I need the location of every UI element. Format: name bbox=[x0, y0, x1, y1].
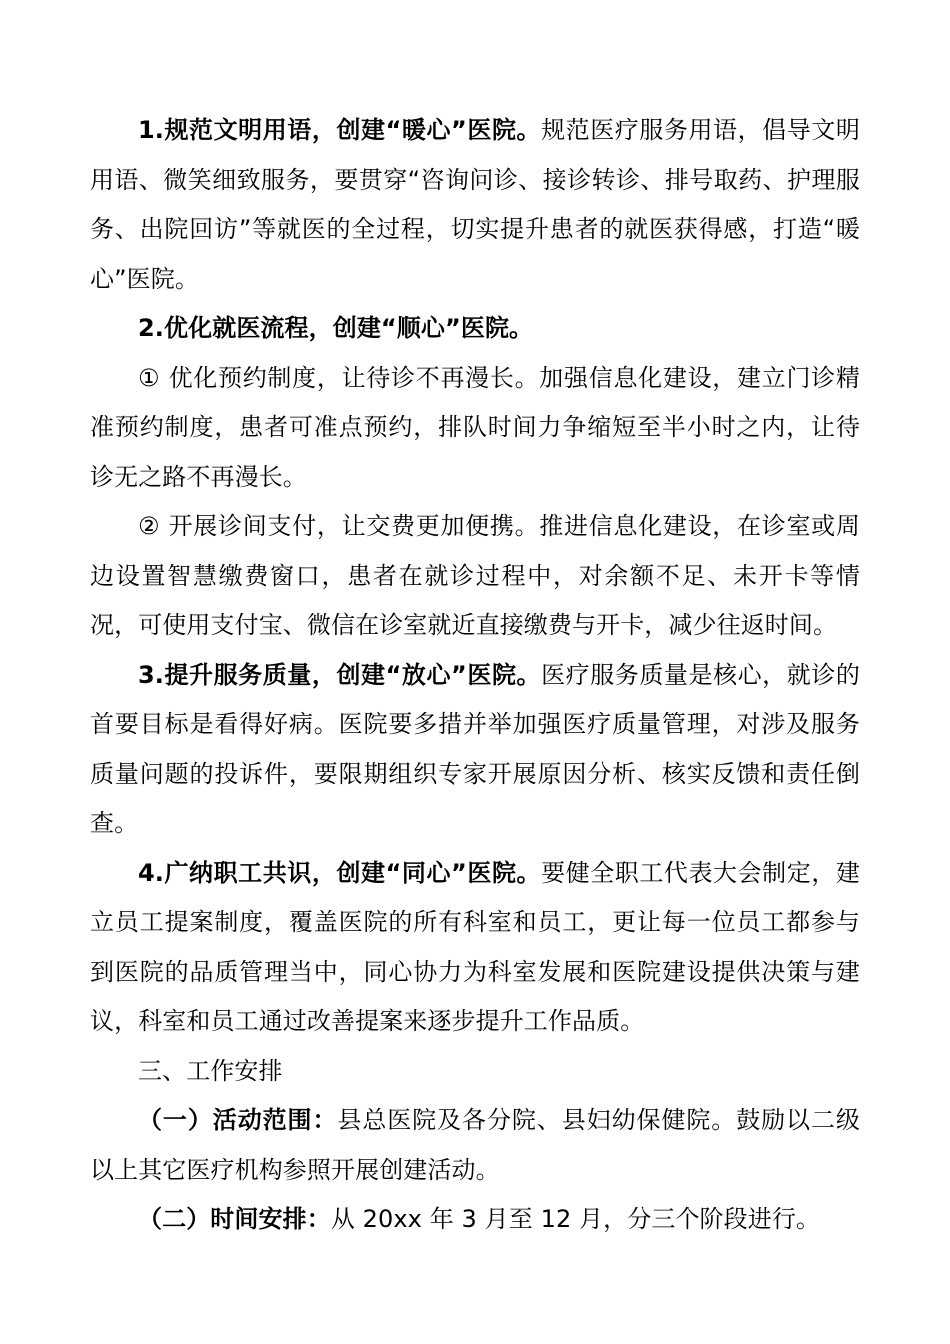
paragraph-appointment bbox=[90, 354, 860, 503]
paragraph-activity-scope bbox=[90, 1096, 860, 1195]
paragraph-united-hospital bbox=[90, 849, 860, 1047]
paragraph-assured-hospital bbox=[90, 651, 860, 849]
body-warm-hospital: 规范医疗服务用语，倡导文明用语、微笑细致服务，要贯穿“咨询问诊、接诊转诊、排号取药、护理服务、出院回访”等就医的全过程，切实提升患者的就医获得感，打造“暖心”医院。 bbox=[90, 116, 860, 293]
paragraph-payment bbox=[90, 502, 860, 651]
paragraph-schedule bbox=[90, 1195, 860, 1245]
heading-united-hospital: 4.广纳职工共识，创建“同心”医院。 bbox=[138, 858, 542, 887]
heading-activity-scope: （一）活动范围： bbox=[138, 1106, 338, 1134]
heading-work-arrangement: 三、工作安排 bbox=[138, 1056, 283, 1085]
heading-smooth-hospital: 2.优化就医流程，创建“顺心”医院。 bbox=[138, 314, 534, 342]
body-assured-hospital: 医疗服务质量是核心，就诊的首要目标是看得好病。医院要多措并举加强医疗质量管理，对涉及服务质量问题的投诉件，要限期组织专家开展原因分析、核实反馈和责任倒查。 bbox=[90, 660, 860, 837]
body-schedule: 从 20xx 年 3 月至 12 月，分三个阶段进行。 bbox=[330, 1205, 821, 1233]
body-united-hospital: 要健全职工代表大会制定，建立员工提案制度，覆盖医院的所有科室和员工，更让每一位员工都参与到医院的品质管理当中，同心协力为科室发展和医院建设提供决策与建议，科室和员工通过改善提案来逐步提升工作品质。 bbox=[90, 858, 860, 1035]
heading-warm-hospital: 1.规范文明用语，创建“暖心”医院。 bbox=[138, 116, 542, 144]
section-heading-work-arrangement bbox=[90, 1047, 860, 1097]
paragraph-smooth-hospital bbox=[90, 304, 860, 354]
document-page bbox=[90, 106, 860, 1245]
heading-schedule: （二）时间安排： bbox=[138, 1205, 331, 1233]
body-payment: ② 开展诊间支付，让交费更加便携。推进信息化建设，在诊室或周边设置智慧缴费窗口，患者在就诊过程中，对余额不足、未开卡等情况，可使用支付宝、微信在诊室就近直接缴费与开卡，减少往返时间。 bbox=[90, 512, 860, 639]
body-appointment: ① 优化预约制度，让待诊不再漫长。加强信息化建设，建立门诊精准预约制度，患者可准点预约，排队时间力争缩短至半小时之内，让待诊无之路不再漫长。 bbox=[90, 363, 860, 491]
body-activity-scope: 县总医院及各分院、县妇幼保健院。鼓励以二级以上其它医疗机构参照开展创建活动。 bbox=[90, 1106, 860, 1184]
heading-assured-hospital: 3.提升服务质量，创建“放心”医院。 bbox=[138, 660, 542, 689]
paragraph-warm-hospital bbox=[90, 106, 860, 304]
